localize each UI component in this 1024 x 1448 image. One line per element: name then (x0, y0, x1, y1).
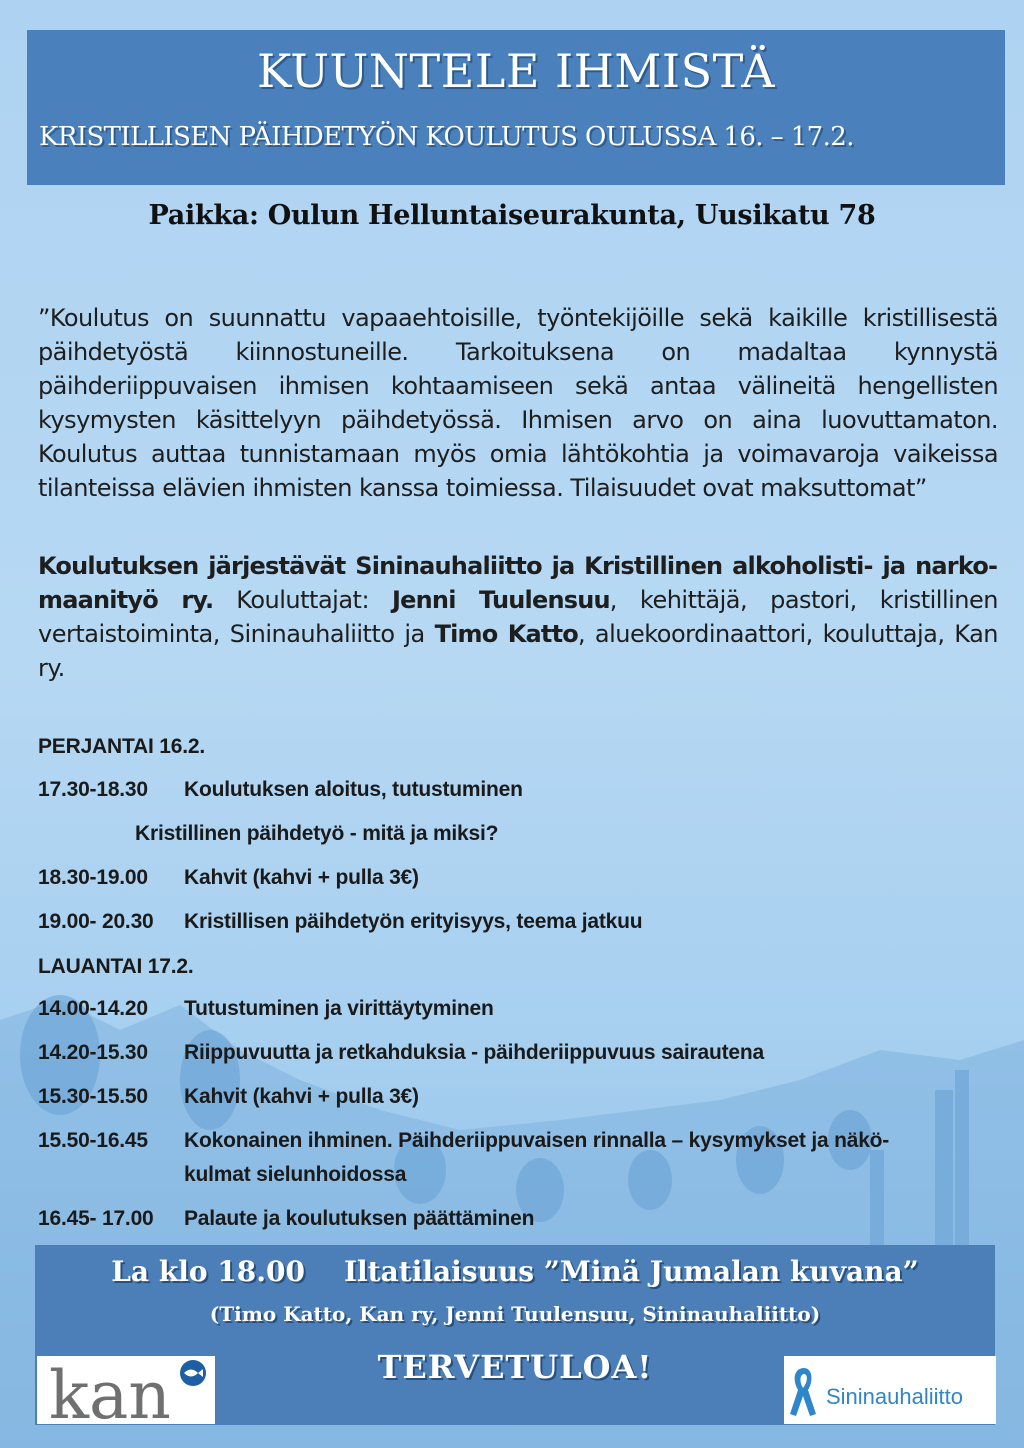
organizers-lead: Koulutuksen järjestävät Sininauhaliitto ja Kristillinen alkoholisti- ja narkomaanityö ry. (38, 552, 998, 614)
schedule-row (38, 1129, 890, 1153)
schedule-text: Kahvit (kahvi + pulla 3€) (184, 866, 419, 889)
sininauhaliitto-logo (784, 1356, 996, 1424)
organizers-paragraph (38, 549, 998, 685)
trainer-name: Jenni Tuulensuu (392, 586, 610, 614)
schedule-text: Tutustuminen ja virittäytyminen (184, 997, 494, 1020)
schedule-text: Kahvit (kahvi + pulla 3€) (184, 1085, 419, 1108)
schedule-text: Kokonainen ihminen. Päihderiippuvaisen rinnalla – kysymykset ja näkö- (184, 1129, 890, 1152)
evening-performers: (Timo Katto, Kan ry, Jenni Tuulensuu, Sininauhaliitto) (209, 1302, 821, 1326)
page-title: KUUNTELE IHMISTÄ (257, 44, 775, 98)
schedule-time: 14.20-15.30 (38, 1041, 148, 1064)
schedule-text: Koulutuksen aloitus, tutustuminen (184, 778, 523, 801)
schedule-text: Palaute ja koulutuksen päättäminen (184, 1207, 535, 1230)
kan-logo (37, 1356, 215, 1424)
trainers-label: Kouluttajat: (213, 586, 393, 614)
page-subtitle: KRISTILLISEN PÄIHDETYÖN KOULUTUS OULUSSA 16. – 17.2. (39, 122, 854, 152)
kan-logo-text: kan (49, 1357, 171, 1424)
schedule-row (38, 997, 494, 1021)
schedule-text: Kristillinen päihdetyö - mitä ja miksi? (135, 822, 499, 845)
schedule-text: Riippuvuutta ja retkahduksia - päihderiippuvuus sairautena (184, 1041, 765, 1064)
schedule-row (38, 1207, 535, 1231)
schedule-row (38, 910, 643, 934)
schedule-time: 16.45- 17.00 (38, 1207, 154, 1230)
schedule-row (38, 1041, 765, 1065)
header-banner (27, 30, 1005, 185)
ribbon-icon (790, 1368, 816, 1416)
schedule-text: kulmat sielunhoidossa (184, 1163, 407, 1186)
schedule-text: Kristillisen päihdetyön erityisyys, teema jatkuu (184, 910, 643, 933)
schedule-time: 18.30-19.00 (38, 866, 148, 889)
schedule-row (38, 866, 419, 890)
evening-event-line: La klo 18.00 Iltatilaisuus ”Minä Jumalan kuvana” (111, 1255, 919, 1288)
schedule-row (38, 1085, 419, 1109)
schedule-time: 14.00-14.20 (38, 997, 148, 1020)
friday-heading: PERJANTAI 16.2. (38, 735, 205, 758)
schedule-time: 15.50-16.45 (38, 1129, 148, 1152)
sininauhaliitto-logo-text: Sininauhaliitto (826, 1384, 963, 1409)
schedule-time: 19.00- 20.30 (38, 910, 154, 933)
saturday-heading: LAUANTAI 17.2. (38, 955, 194, 978)
trainer-description: , kehittäjä, pastori, kristillinen vertaistoiminta, Sininauhaliitto ja (38, 586, 998, 648)
welcome-text: TERVETULOA! (377, 1348, 653, 1386)
description-quote: ”Koulutus on suunnattu vapaaehtoisille, työntekijöille sekä kaikille kristillisestä päihdetyöstä kiinnostuneille. Tarkoituksena on madaltaa kynnystä päihderiippuvaisen ihmisen kohtaamiseen sekä antaa välineitä hengellisten kysymysten käsittelyyn päihdetyössä. Ihmisen arvo on aina luovuttamaton. Koulutus auttaa tunnistamaan myös omia lähtökohtia ja voimavaroja vaikeissa tilanteissa elävien ihmisten kanssa toimiessa. Tilaisuudet ovat maksuttomat” (38, 304, 998, 502)
schedule-time: 15.30-15.50 (38, 1085, 148, 1108)
schedule-row (38, 778, 523, 802)
venue-line: Paikka: Oulun Helluntaiseurakunta, Uusikatu 78 (148, 200, 876, 231)
schedule-time: 17.30-18.30 (38, 778, 148, 801)
trainer-name: Timo Katto (434, 620, 578, 648)
trainer-description: , aluekoordinaattori, kouluttaja, Kan ry. (38, 620, 998, 682)
